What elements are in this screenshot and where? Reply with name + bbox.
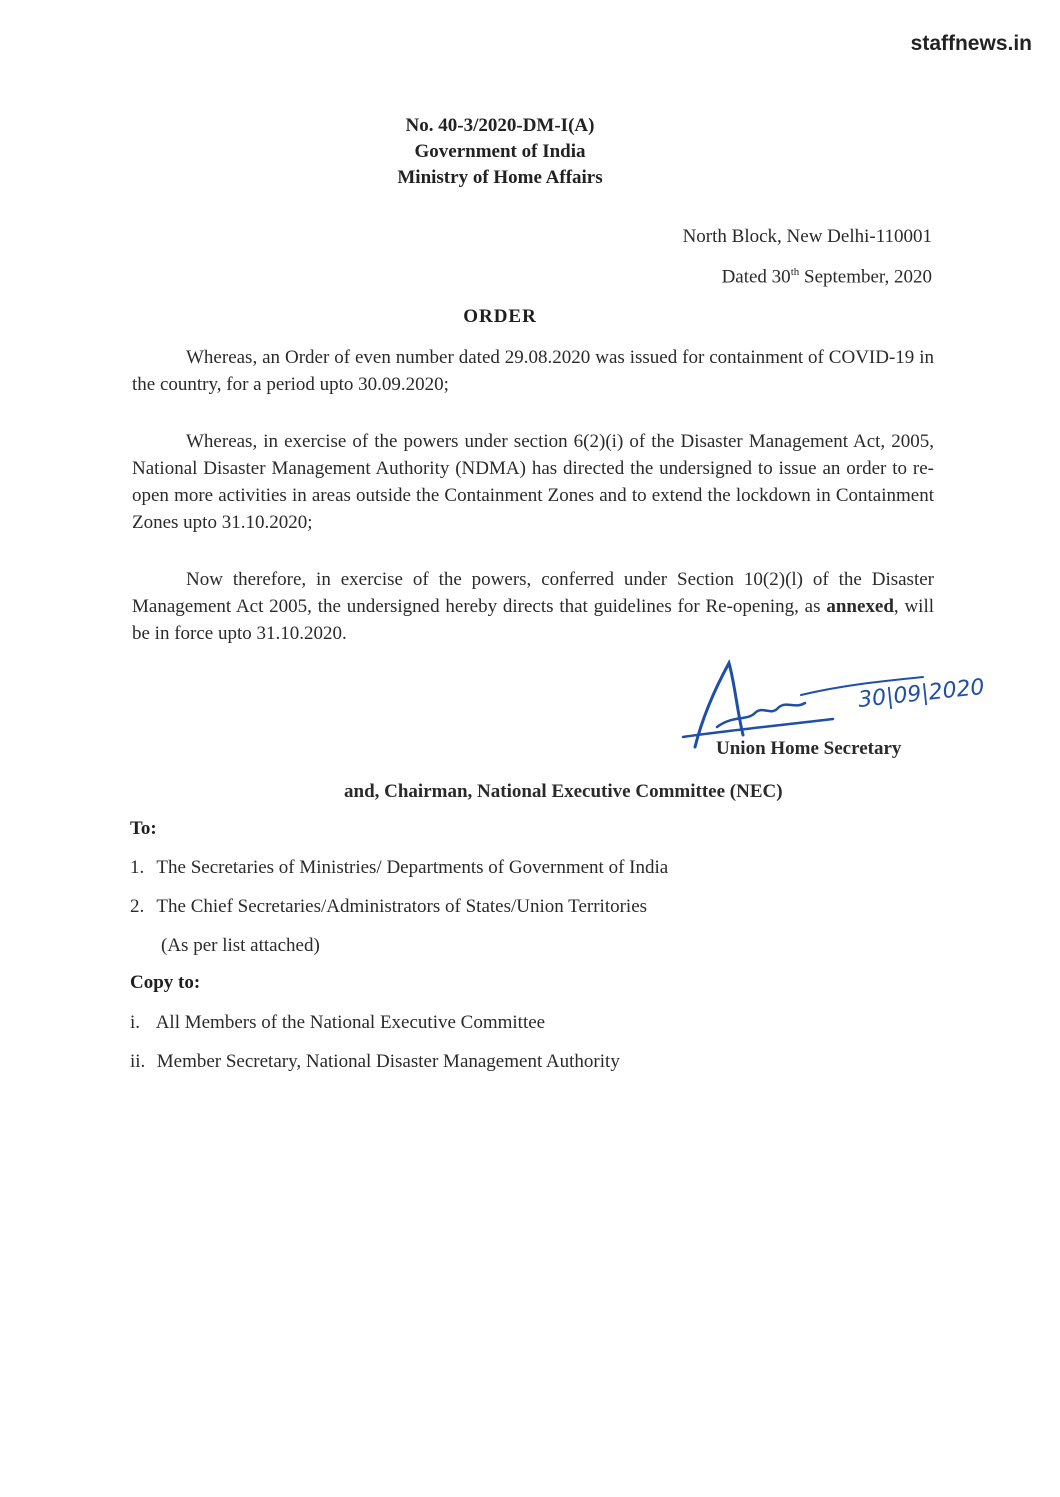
to-note: (As per list attached) <box>161 935 320 956</box>
signatory-designation: and, Chairman, National Executive Committee (NEC) <box>344 781 783 802</box>
government-name: Government of India <box>414 141 586 162</box>
to-label: To: <box>130 818 157 839</box>
ministry-name: Ministry of Home Affairs <box>397 167 603 188</box>
annexed-text: annexed <box>826 596 894 617</box>
order-title: ORDER <box>463 306 537 327</box>
copy-item-2: ii. Member Secretary, National Disaster Management Authority <box>130 1051 620 1072</box>
copy-item-1: i. All Members of the National Executive Committee <box>130 1012 546 1033</box>
to-item-2: 2. The Chief Secretaries/Administrators of States/Union Territories <box>130 896 648 917</box>
signature-image <box>673 655 1003 750</box>
to-item-1: 1. The Secretaries of Ministries/ Departments of Government of India <box>130 857 669 878</box>
date-line: Dated 30th September, 2020 <box>721 266 932 288</box>
paragraph-1: Whereas, an Order of even number dated 29.08.2020 was issued for containment of COVID-19 in the country, for a period upto 30.09.2020; <box>132 347 934 395</box>
address-line: North Block, New Delhi-110001 <box>682 226 932 247</box>
signature-date: 30|09|2020 <box>857 674 986 713</box>
copy-to-label: Copy to: <box>130 972 201 993</box>
signatory-title: Union Home Secretary <box>716 738 902 759</box>
order-number: No. 40-3/2020-DM-I(A) <box>405 115 595 136</box>
document-header <box>0 113 1000 191</box>
paragraph-3: Now therefore, in exercise of the powers, conferred under Section 10(2)(l) of the Disaster Management Act 2005, the undersigned hereby directs that guidelines for Re-opening, as annexed, will be in force upto 31.10.2020. <box>132 569 934 644</box>
paragraph-2: Whereas, in exercise of the powers under section 6(2)(i) of the Disaster Management Act, 2005, National Disaster Management Authority (NDMA) has directed the undersigned to issue an order to re-open more activities in areas outside the Containment Zones and to extend the lockdown in Containment Zones upto 31.10.2020; <box>132 431 934 533</box>
watermark: staffnews.in <box>910 32 1032 55</box>
